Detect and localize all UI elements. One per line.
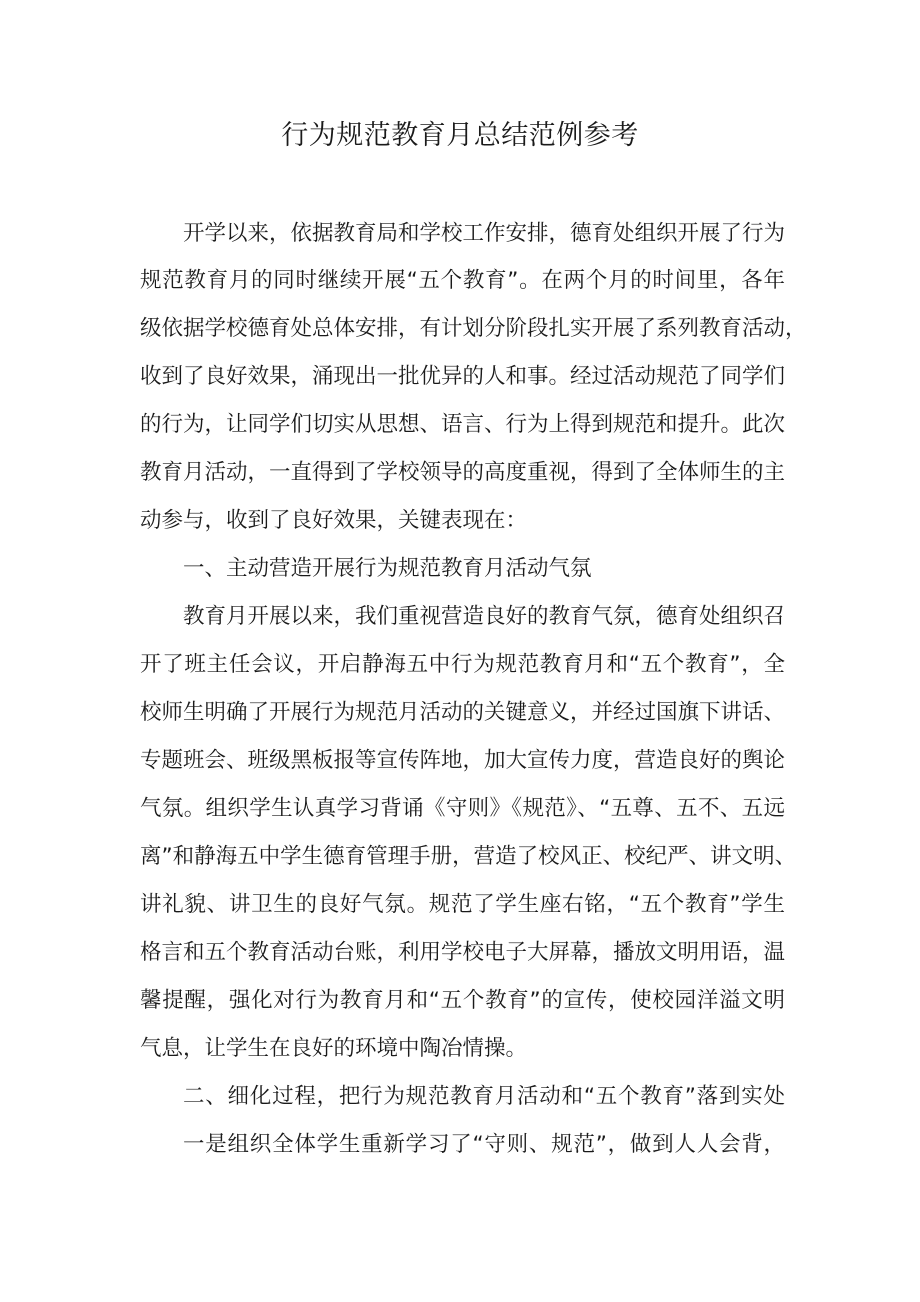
paragraph-line: 馨提醒，强化对行为教育月和“五个教育”的宣传，使校园洋溢文明 [140, 988, 785, 1013]
section-heading: 一、主动营造开展行为规范教育月活动气氛 [183, 556, 592, 581]
document-title: 行为规范教育月总结范例参考 [281, 120, 639, 151]
paragraph-line: 教育月活动，一直得到了学校领导的高度重视，得到了全体师生的主 [140, 460, 786, 485]
paragraph-line: 的行为，让同学们切实从思想、语言、行为上得到规范和提升。此次 [140, 412, 786, 437]
paragraph-line: 级依据学校德育处总体安排，有计划分阶段扎实开展了系列教育活动， [140, 316, 807, 341]
section-heading: 二、细化过程，把行为规范教育月活动和“五个教育”落到实处 [183, 1084, 785, 1109]
paragraph-line: 气氛。组织学生认真学习背诵《守则》《规范》、“五尊、五不、五远 [140, 796, 785, 821]
paragraph-line: 格言和五个教育活动台账，利用学校电子大屏幕，播放文明用语，温 [140, 940, 786, 965]
paragraph-line: 气息，让学生在良好的环境中陶冶情操。 [140, 1036, 528, 1061]
paragraph-line: 一是组织全体学生重新学习了“守则、规范”，做到人人会背， [183, 1132, 785, 1157]
paragraph-line: 讲礼貌、讲卫生的良好气氛。规范了学生座右铭，“五个教育”学生 [140, 892, 785, 917]
paragraph-line: 规范教育月的同时继续开展“五个教育”。在两个月的时间里，各年 [140, 268, 785, 293]
paragraph-line: 收到了良好效果，涌现出一批优异的人和事。经过活动规范了同学们 [140, 364, 786, 389]
paragraph-line: 开了班主任会议，开启静海五中行为规范教育月和“五个教育”，全 [140, 652, 785, 677]
paragraph-line: 动参与，收到了良好效果，关键表现在： [140, 508, 528, 533]
paragraph-line: 教育月开展以来，我们重视营造良好的教育气氛，德育处组织召 [183, 604, 786, 629]
paragraph-line: 专题班会、班级黑板报等宣传阵地，加大宣传力度，营造良好的舆论 [140, 748, 786, 773]
paragraph-line: 开学以来，依据教育局和学校工作安排，德育处组织开展了行为 [183, 221, 786, 246]
paragraph-line: 离”和静海五中学生德育管理手册，营造了校风正、校纪严、讲文明、 [140, 844, 797, 869]
paragraph-line: 校师生明确了开展行为规范月活动的关键意义，并经过国旗下讲话、 [140, 700, 786, 725]
